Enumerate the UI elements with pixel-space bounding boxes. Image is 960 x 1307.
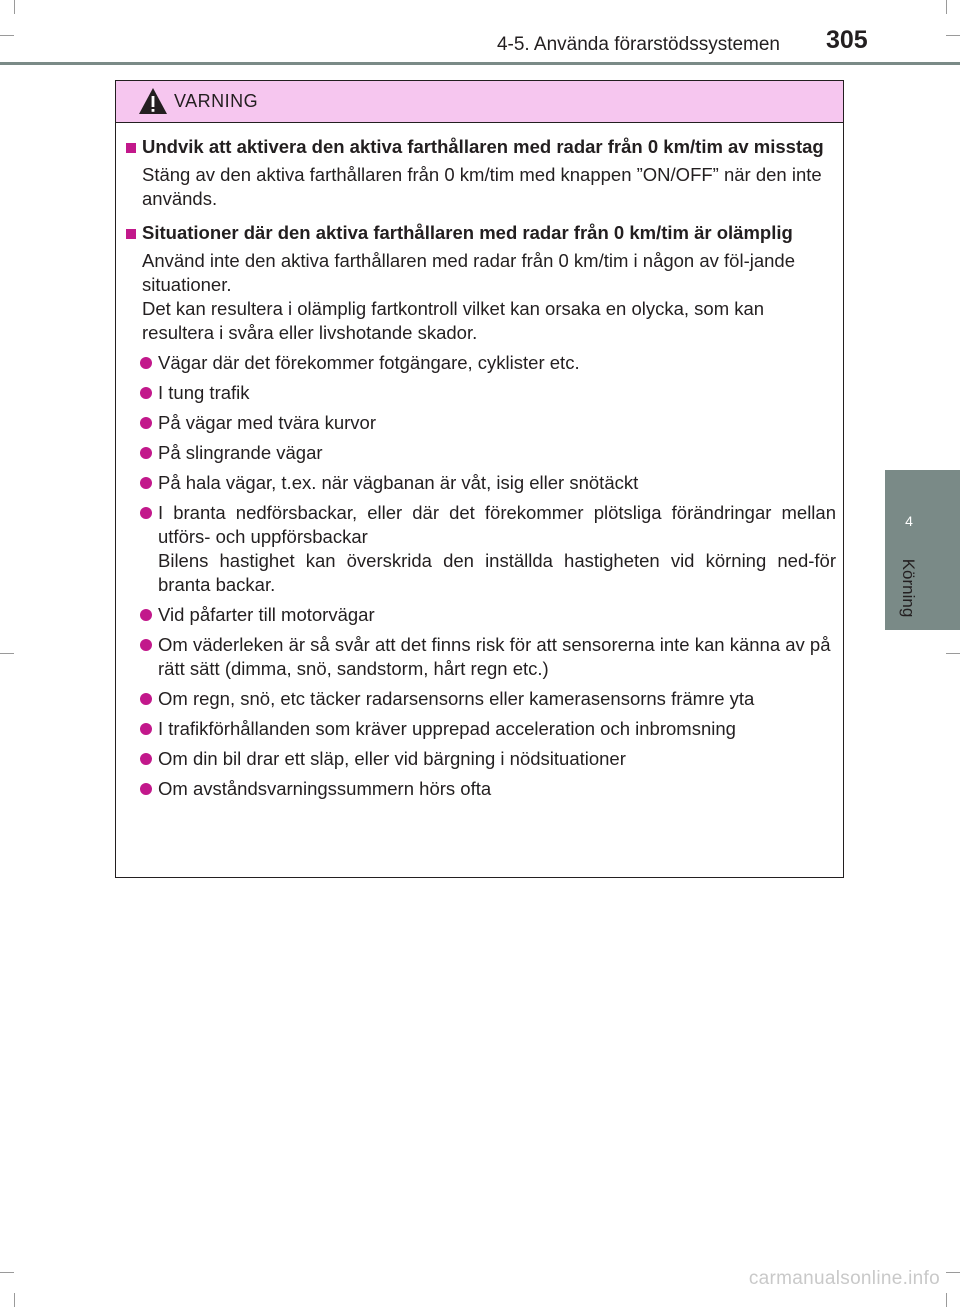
crop-mark — [946, 0, 947, 14]
section-title: Situationer där den aktiva farthållaren med radar från 0 km/tim är olämplig — [142, 222, 793, 243]
paragraph: Det kan resultera i olämplig fartkontroll vilket kan orsaka en olycka, som kan resultera i svåra eller livshotande skador. — [142, 298, 765, 343]
crop-mark — [14, 1293, 15, 1307]
list-item-note: Bilens hastighet kan överskrida den inställda hastigheten vid körning ned-för branta backar. — [158, 550, 836, 595]
section-header: 4-5. Använda förarstödssystemen — [496, 34, 780, 55]
crop-mark — [946, 35, 960, 36]
warning-title: VARNING — [174, 91, 259, 111]
list-item-text: Om avståndsvarningssummern hörs ofta — [158, 778, 492, 799]
dot-bullet-icon — [140, 639, 152, 651]
list-item-text: I tung trafik — [158, 382, 250, 403]
list-item-text: Om din bil drar ett släp, eller vid bärgning i nödsituationer — [158, 748, 626, 769]
list-item — [126, 717, 836, 741]
dot-bullet-icon — [140, 447, 152, 459]
dot-bullet-icon — [140, 357, 152, 369]
list-item — [126, 441, 836, 465]
crop-mark — [946, 1272, 960, 1273]
dot-bullet-icon — [140, 417, 152, 429]
list-item — [126, 747, 836, 771]
list-item — [126, 777, 836, 801]
dot-bullet-icon — [140, 507, 152, 519]
warning-section — [126, 135, 836, 211]
crop-mark — [0, 653, 14, 654]
crop-mark — [14, 0, 15, 14]
list-item-text: På vägar med tvära kurvor — [158, 412, 376, 433]
dot-bullet-icon — [140, 477, 152, 489]
section-head — [126, 135, 836, 159]
list-item-text: Om regn, snö, etc täcker radarsensorns eller kamerasensorns främre yta — [158, 688, 755, 709]
dot-bullet-icon — [140, 723, 152, 735]
list-item-text: I trafikförhållanden som kräver upprepad acceleration och inbromsning — [158, 718, 736, 739]
section-title: Undvik att aktivera den aktiva farthållaren med radar från 0 km/tim av misstag — [142, 136, 824, 157]
page-number: 305 — [826, 26, 868, 54]
dot-bullet-icon — [140, 783, 152, 795]
warning-triangle-icon — [138, 87, 168, 115]
chapter-tab — [885, 470, 960, 630]
list-item — [126, 633, 836, 681]
list-item — [126, 603, 836, 627]
list-item — [126, 687, 836, 711]
list-item — [126, 471, 836, 495]
watermark-link[interactable]: carmanualsonline.info — [748, 1268, 940, 1289]
warning-header — [116, 81, 843, 123]
list-item-text: Vid påfarter till motorvägar — [158, 604, 375, 625]
warning-box — [115, 80, 844, 878]
list-item — [126, 501, 836, 597]
square-bullet-icon — [126, 229, 136, 239]
paragraph: Använd inte den aktiva farthållaren med radar från 0 km/tim i någon av föl-jande situationer. — [142, 250, 796, 295]
dot-bullet-icon — [140, 693, 152, 705]
dot-bullet-icon — [140, 609, 152, 621]
section-head — [126, 221, 836, 245]
list-item-text — [158, 501, 836, 597]
list-item — [126, 411, 836, 435]
list-item — [126, 351, 836, 375]
crop-mark — [946, 653, 960, 654]
list-item-text: På slingrande vägar — [158, 442, 323, 463]
crop-mark — [946, 1293, 947, 1307]
header-rule — [0, 62, 960, 65]
dot-bullet-icon — [140, 387, 152, 399]
list-item-text: På hala vägar, t.ex. när vägbanan är våt, isig eller snötäckt — [158, 472, 639, 493]
crop-mark — [0, 35, 14, 36]
list-item-text: Om väderleken är så svår att det finns risk för att sensorerna inte kan känna av på rätt sätt (dimma, snö, sandstorm, hårt regn etc.) — [158, 634, 831, 679]
chapter-label: Körning — [899, 558, 918, 618]
warning-body — [116, 123, 843, 801]
square-bullet-icon — [126, 143, 136, 153]
warning-section — [126, 221, 836, 801]
list-item-main: I branta nedförsbackar, eller där det förekommer plötsliga förändringar mellan utförs- och uppförsbackar — [158, 502, 836, 547]
paragraph: Stäng av den aktiva farthållaren från 0 km/tim med knappen ”ON/OFF” när den inte används. — [142, 164, 822, 209]
list-item-text: Vägar där det förekommer fotgängare, cyklister etc. — [158, 352, 580, 373]
dot-bullet-icon — [140, 753, 152, 765]
list-item — [126, 381, 836, 405]
chapter-number: 4 — [905, 513, 913, 529]
crop-mark — [0, 1272, 14, 1273]
